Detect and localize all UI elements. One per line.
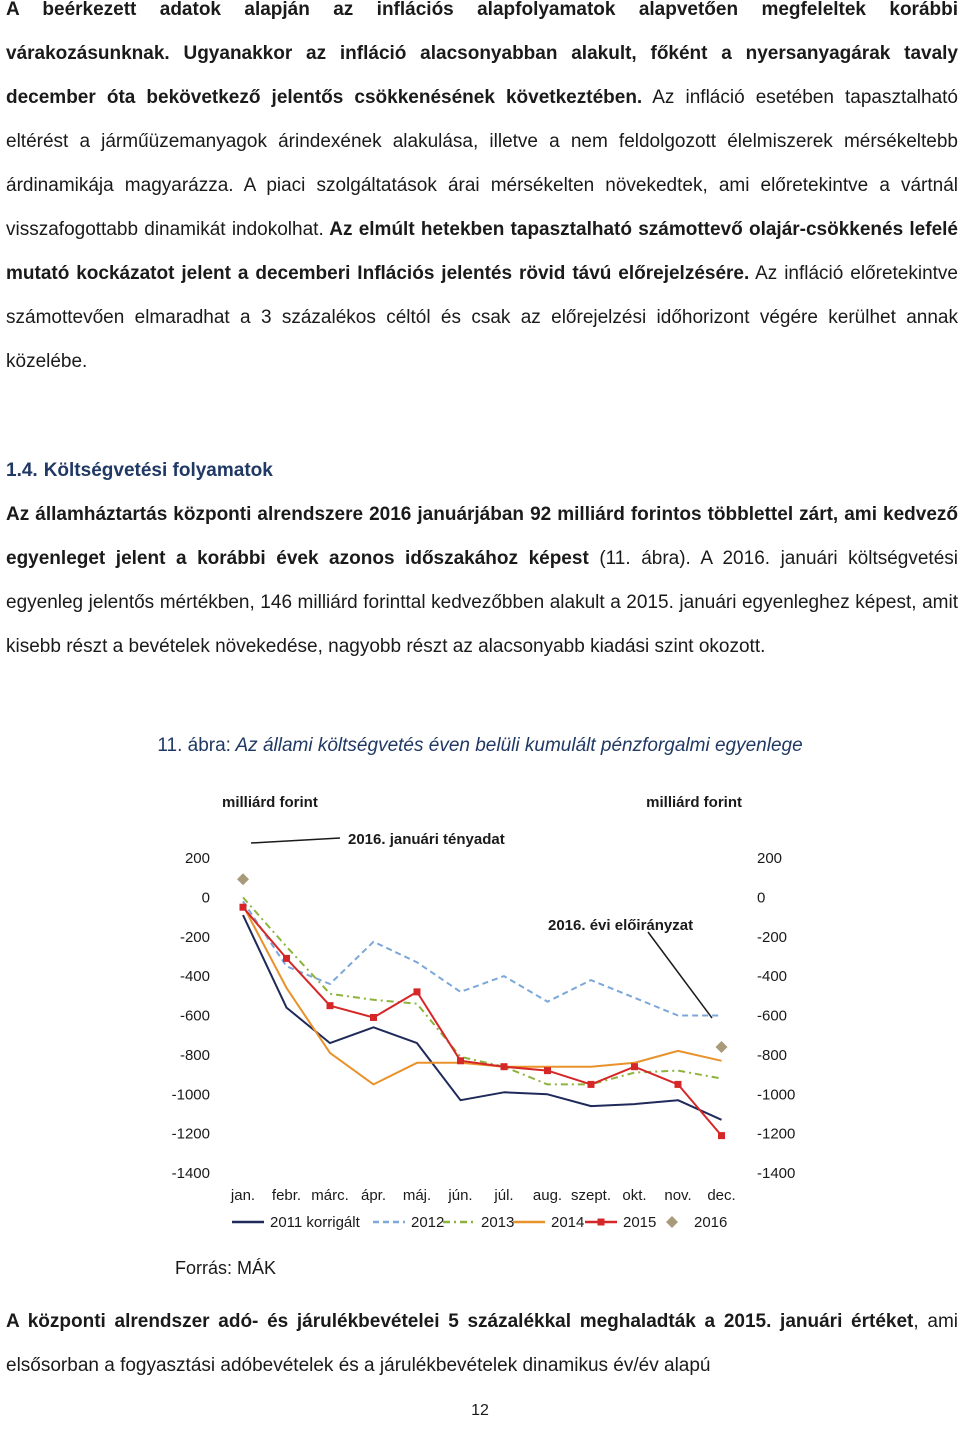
left-axis-tick-label: -400 [179,968,210,986]
figure-caption-text: Az állami költségvetés éven belüli kumulált pénzforgalmi egyenlege [230,735,803,756]
left-axis-tick-label: 200 [184,850,210,867]
series-point-2015 [675,1081,682,1088]
left-axis-tick-label: -200 [179,928,210,946]
series-point-2015 [370,1014,377,1021]
left-axis-tick-label: -600 [179,1007,210,1025]
x-axis-tick-label: nov. [664,1187,692,1204]
legend-label: 2014 [551,1214,585,1231]
left-axis-tick-label: -1400 [171,1165,210,1182]
series-point-2015 [588,1081,595,1088]
left-axis-tick-label: -1200 [171,1125,210,1143]
section-heading-title: Költségvetési folyamatok [43,460,273,481]
paragraph-budget-sentence-1: Az államháztartás központi alrendszere 2016 januárjában 92 milliárd forintos többlettel zárt, ami kedvező egyenleget jelent a korábbi évek azonos időszakához képest [6,504,958,569]
x-axis-tick-label: szept. [570,1187,612,1204]
left-axis-tick-label: -800 [179,1046,210,1064]
x-axis-tick-label: jan. [230,1187,256,1204]
annotation-january-actual: 2016. januári tényadat [348,831,505,848]
series-line-2015 [243,907,722,1135]
right-axis-tick-label: -800 [757,1046,788,1064]
left-axis-unit: milliárd forint [222,794,318,811]
series-point-2015 [240,904,247,911]
legend-label: 2013 [481,1214,515,1231]
legend-label: 2016 [694,1214,728,1231]
right-axis-tick-label: -600 [757,1007,788,1025]
left-axis-tick-label: -1000 [171,1086,210,1104]
paragraph-tax-revenue-sentence-1: A központi alrendszer adó- és járulékbevételei 5 százalékkal meghaladták a 2015. januári értéket [6,1311,914,1332]
right-axis-tick-label: -1000 [757,1086,796,1104]
series-point-2015 [457,1057,464,1064]
series-point-2016 [716,1041,728,1053]
legend-label: 2015 [623,1214,657,1231]
annotation-january-pointer [251,838,340,843]
figure-caption-label: 11. ábra: [157,735,231,756]
annotation-plan-pointer [648,932,712,1018]
x-axis-tick-label: febr. [271,1187,302,1204]
paragraph-tax-revenue-sentence-2: , ami elsősorban a fogyasztási adóbevételek és a járulékbevételek dinamikus év/év alapú [6,1311,958,1376]
x-axis-tick-label: dec. [707,1187,736,1204]
x-axis-tick-label: okt. [622,1187,647,1204]
series-point-2015 [501,1063,508,1070]
x-axis-tick-label: máj. [402,1187,432,1204]
right-axis-tick-label: 0 [757,889,766,907]
figure-caption [0,724,960,768]
right-axis-tick-label: 200 [757,850,783,867]
x-axis-tick-label: júl. [494,1187,514,1204]
right-axis-tick-label: -400 [757,968,788,986]
x-axis-tick-label: aug. [532,1187,563,1204]
legend-label: 2011 korrigált [270,1214,360,1231]
figure-source: Forrás: MÁK [175,1258,277,1278]
right-axis-tick-label: -200 [757,928,788,946]
paragraph-inflation-sentence-4: Az elmúlt hetekben tapasztalható számottevő olajár-csökkenés lefelé mutató kockázatot jelent a decemberi Inflációs jelentés rövid távú előrejelzésére. [6,219,958,284]
paragraph-budget-sentence-2: (11. ábra). A 2016. januári költségvetési egyenleg jelentős mértékben, 146 milliárd forinttal kedvezőbben alakult a 2015. januári egyenleghez képest, amit kisebb részt a bevételek növekedése, nagyobb részt az alacsonyabb kiadási szint okozott. [6,548,958,657]
paragraph-inflation-sentence-3: A piaci szolgáltatások árai mérsékelten növekedtek, ami előretekintve a vártnál visszafogottabb dinamikát indokolhat. [6,175,958,240]
series-point-2015 [631,1063,638,1070]
x-axis-tick-label: márc. [311,1187,349,1204]
series-point-2015 [283,955,290,962]
right-axis-tick-label: -1200 [757,1125,796,1143]
budget-balance-chart [0,780,960,1240]
right-axis-unit: milliárd forint [646,794,742,811]
paragraph-inflation-sentence-1: A beérkezett adatok alapján az inflációs alapfolyamatok alapvetően megfeleltek korábbi várakozásunknak. Ugyanakkor az infláció alacsonyabban alakult, főként a nyersanyagárak tavaly december óta bekövetkező jelentős csökkenésének következtében. [6,0,958,108]
section-heading-number: 1.4. [6,460,38,481]
series-point-2015 [327,1002,334,1009]
paragraph-inflation [6,0,958,384]
x-axis-tick-label: ápr. [360,1187,387,1204]
legend-marker-2015 [598,1219,605,1226]
paragraph-budget [6,493,958,669]
paragraph-tax-revenue [6,1300,958,1388]
legend-label: 2012 [411,1214,445,1231]
paragraph-inflation-sentence-5: Az infláció előretekintve számottevően elmaradhat a 3 százalékos céltól és csak az előrejelzési időhorizont végére kerülhet annak közelébe. [6,263,958,372]
left-axis-tick-label: 0 [201,889,210,907]
series-point-2015 [544,1067,551,1074]
series-point-2016 [237,873,249,885]
series-line-2011-korrigált [243,915,722,1120]
paragraph-inflation-sentence-2: Az infláció esetében tapasztalható eltérést a járműüzemanyagok árindexének alakulása, illetve a nem feldolgozott élelmiszerek mérsékeltebb árdinamikája magyarázza. [6,87,959,196]
legend-marker-2016 [666,1216,678,1228]
series-point-2015 [414,988,421,995]
page-number: 12 [471,1402,489,1419]
section-heading [6,449,273,493]
series-point-2015 [718,1132,725,1139]
x-axis-tick-label: jún. [448,1187,473,1204]
annotation-annual-plan: 2016. évi előirányzat [548,917,694,934]
right-axis-tick-label: -1400 [757,1165,796,1182]
